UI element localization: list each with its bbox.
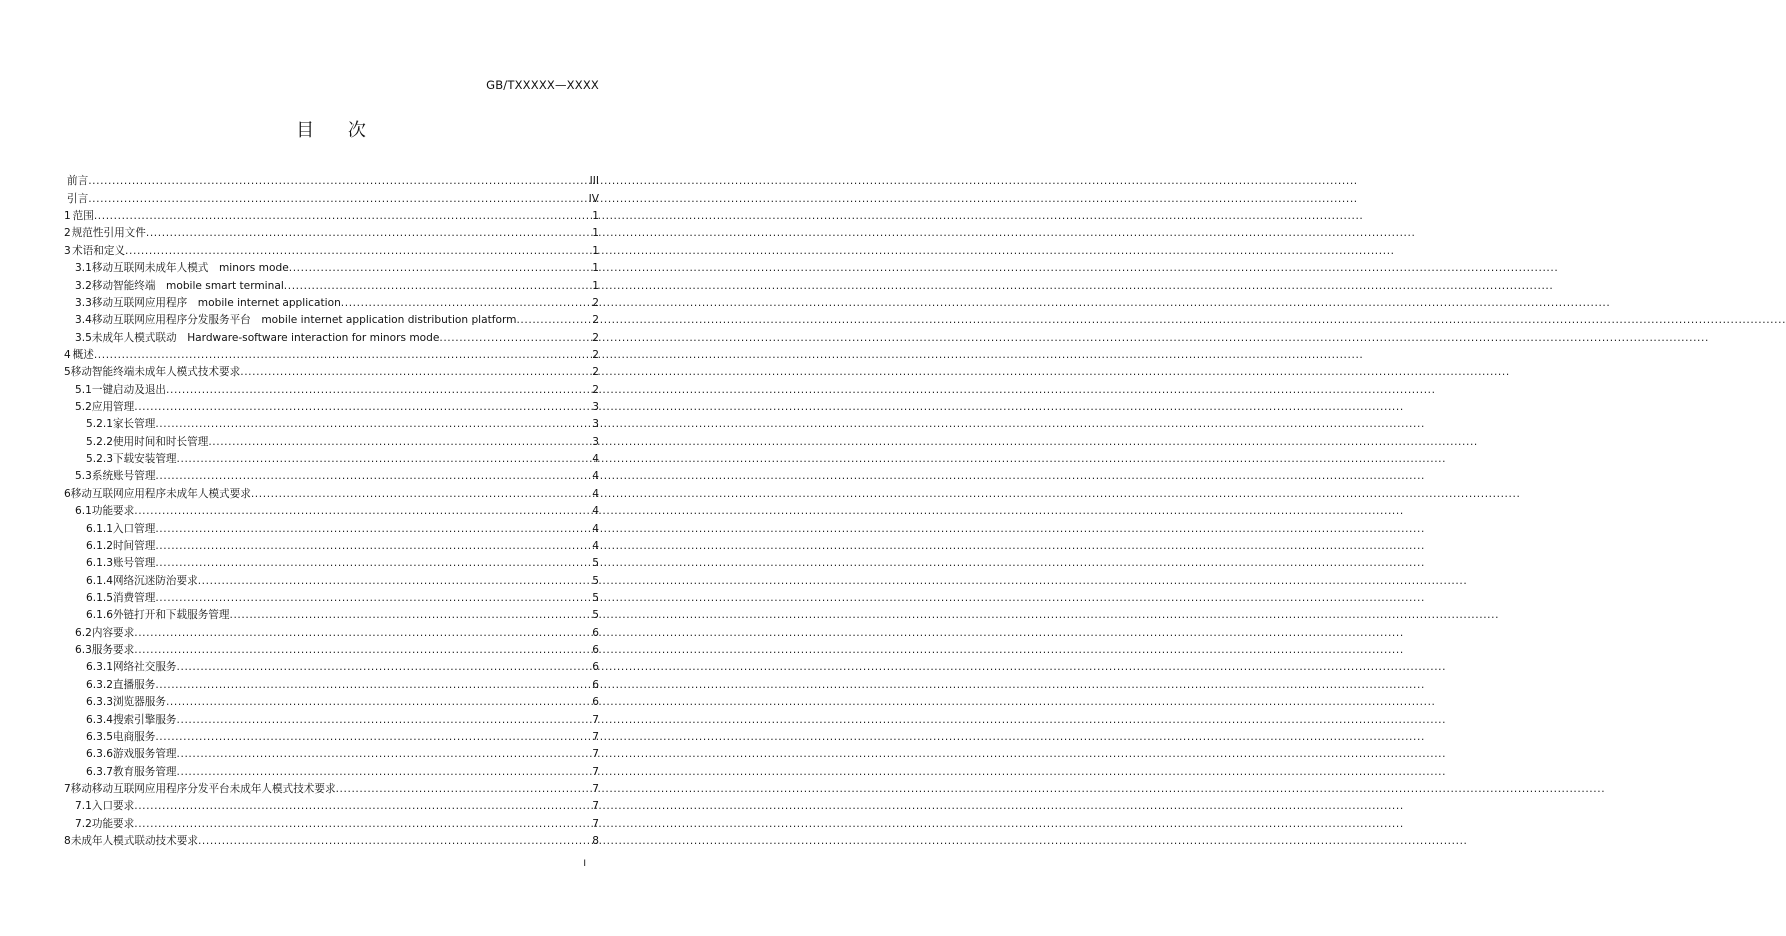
- toc-entry-number: 6.3.7: [86, 765, 113, 778]
- toc-entry[interactable]: [64, 483, 599, 500]
- toc-entry-page: 3: [592, 435, 599, 448]
- toc-entry[interactable]: [64, 223, 599, 240]
- toc-entry-label: 术语和定义: [72, 244, 126, 257]
- toc-entry-label: 功能要求: [91, 505, 135, 518]
- toc-entry[interactable]: [64, 657, 599, 674]
- toc-dot-leader: [134, 504, 591, 518]
- toc-dot-leader: [134, 643, 591, 657]
- toc-entry-number: 5.1: [75, 383, 92, 396]
- toc-dot-leader: [177, 713, 592, 727]
- toc-entry-page: 2: [592, 296, 599, 309]
- toc-entry[interactable]: [64, 449, 599, 466]
- toc-entry[interactable]: [64, 674, 599, 691]
- toc-entry-number: 6.3.4: [86, 713, 113, 726]
- toc-dot-leader: [177, 660, 592, 674]
- toc-entry-page: 5: [592, 609, 599, 622]
- toc-entry[interactable]: [64, 345, 599, 362]
- toc-entry-page: 2: [592, 366, 599, 379]
- toc-dot-leader: [198, 574, 592, 588]
- toc-entry[interactable]: [64, 310, 599, 327]
- toc-entry[interactable]: [64, 397, 599, 414]
- toc-entry-page: 7: [592, 765, 599, 778]
- toc-entry[interactable]: [64, 518, 599, 535]
- toc-dot-leader: [155, 591, 591, 605]
- toc-entry-number: 3: [64, 244, 71, 257]
- toc-entry-number: 6.3.5: [86, 730, 113, 743]
- toc-entry-page: 5: [592, 557, 599, 570]
- toc-entry-number: 6.3.3: [86, 696, 113, 709]
- toc-entry-label: 教育服务管理: [112, 765, 177, 778]
- toc-entry-page: 6: [592, 644, 599, 657]
- toc-entry-label: 移动互联网未成年人模式 minors mode: [91, 262, 289, 275]
- toc-entry[interactable]: [64, 727, 599, 744]
- toc-dot-leader: [166, 383, 591, 397]
- toc-entry[interactable]: [64, 570, 599, 587]
- toc-entry-number: 7.1: [75, 800, 92, 813]
- toc-entry[interactable]: [64, 796, 599, 813]
- toc-entry-number: 3.1: [75, 262, 92, 275]
- toc-entry-label: 功能要求: [91, 817, 135, 830]
- toc-entry-label: 内容要求: [91, 626, 135, 639]
- toc-entry-page: 7: [592, 817, 599, 830]
- toc-dot-leader: [88, 192, 587, 206]
- toc-dot-leader: [166, 695, 591, 709]
- toc-entry-page: 4: [592, 487, 599, 500]
- toc-dot-leader: [155, 539, 591, 553]
- toc-entry-page: 4: [592, 505, 599, 518]
- toc-dot-leader: [155, 417, 591, 431]
- page-number: I: [583, 859, 586, 869]
- toc-dot-leader: [155, 522, 591, 536]
- toc-dot-leader: [88, 174, 588, 188]
- toc-dot-leader: [336, 782, 592, 796]
- toc-entry-page: 5: [592, 574, 599, 587]
- toc-entry-page: 7: [592, 748, 599, 761]
- toc-entry-label: 未成年人模式联动技术要求: [70, 835, 198, 848]
- toc-entry-number: 7.2: [75, 817, 92, 830]
- toc-entry-page: 6: [592, 626, 599, 639]
- toc-entry-label: 下载安装管理: [112, 453, 177, 466]
- toc-entry-number: 5.3: [75, 470, 92, 483]
- toc-entry-label: 消费管理: [112, 591, 156, 604]
- toc-entry-page: 3: [592, 418, 599, 431]
- toc-entry-page: 8: [592, 835, 599, 848]
- toc-entry-number: 6: [64, 487, 71, 500]
- toc-dot-leader: [155, 556, 591, 570]
- toc-entry-label: 服务要求: [91, 644, 135, 657]
- toc-dot-leader: [134, 817, 591, 831]
- toc-dot-leader: [240, 365, 591, 379]
- toc-dot-leader: [177, 765, 592, 779]
- toc-dot-leader: [134, 799, 591, 813]
- toc-entry-label: 应用管理: [91, 401, 135, 414]
- toc-dot-leader: [155, 730, 591, 744]
- toc-entry-number: 6.1.2: [86, 539, 113, 552]
- toc-entry-label: 网络沉迷防治要求: [112, 574, 198, 587]
- toc-dot-leader: [251, 487, 591, 501]
- toc-entry[interactable]: [64, 536, 599, 553]
- toc-entry-page: III: [589, 175, 599, 188]
- toc-entry-number: 7: [64, 782, 71, 795]
- toc-entry-number: 6.3.6: [86, 748, 113, 761]
- toc-entry[interactable]: [64, 813, 599, 830]
- toc-entry[interactable]: [64, 692, 599, 709]
- toc-entry-number: 5.2: [75, 401, 92, 414]
- toc-dot-leader: [94, 348, 591, 362]
- toc-entry[interactable]: [64, 588, 599, 605]
- toc-entry-number: 6.3.1: [86, 661, 113, 674]
- toc-entry-page: 5: [592, 591, 599, 604]
- toc-entry[interactable]: [64, 466, 599, 483]
- toc-entry-label: 概述: [72, 348, 94, 361]
- toc-entry-page: 1: [592, 279, 599, 292]
- toc-entry-number: 6.1.5: [86, 591, 113, 604]
- toc-entry[interactable]: [64, 327, 599, 344]
- toc-entry[interactable]: [64, 431, 599, 448]
- toc-entry[interactable]: [64, 171, 599, 188]
- toc-entry-label: 入口管理: [112, 522, 156, 535]
- toc-entry[interactable]: [64, 362, 599, 379]
- toc-entry-label: 系统账号管理: [91, 470, 156, 483]
- toc-dot-leader: [177, 452, 592, 466]
- toc-entry[interactable]: [64, 622, 599, 639]
- toc-dot-leader: [155, 469, 591, 483]
- toc-entry-number: 6.1.6: [86, 609, 113, 622]
- toc-entry-label: 引言: [67, 192, 89, 205]
- toc-entry[interactable]: [64, 779, 599, 796]
- toc-entry[interactable]: [64, 831, 599, 848]
- toc-dot-leader: [134, 626, 591, 640]
- toc-entry-label: 账号管理: [112, 557, 156, 570]
- toc-entry-number: 6.1.1: [86, 522, 113, 535]
- toc-entry-number: 5: [64, 366, 71, 379]
- toc-entry-label: 移动移动互联网应用程序分发平台未成年人模式技术要求: [70, 782, 336, 795]
- toc-dot-leader: [134, 400, 591, 414]
- toc-dot-leader: [198, 834, 591, 848]
- toc-entry-label: 入口要求: [91, 800, 135, 813]
- toc-entry[interactable]: [64, 744, 599, 761]
- toc-dot-leader: [146, 226, 591, 240]
- toc-entry-label: 网络社交服务: [112, 661, 177, 674]
- toc-dot-leader: [341, 296, 591, 310]
- toc-entry[interactable]: [64, 414, 599, 431]
- toc-entry-number: 5.2.2: [86, 435, 113, 448]
- toc-entry-page: 1: [592, 262, 599, 275]
- toc-dot-leader: [125, 244, 591, 258]
- toc-entry-number: 6.1.4: [86, 574, 113, 587]
- toc-entry-number: 3.5: [75, 331, 92, 344]
- document-code: GB/TXXXXX—XXXX: [486, 78, 599, 92]
- toc-entry-page: 2: [592, 383, 599, 396]
- toc-entry-number: 5.2.3: [86, 453, 113, 466]
- toc-entry-label: 未成年人模式联动 Hardware-software interaction for minors mode: [91, 331, 440, 344]
- toc-entry-page: 6: [592, 678, 599, 691]
- toc-entry-page: 1: [592, 244, 599, 257]
- toc-entry-number: 3.3: [75, 296, 92, 309]
- toc-entry[interactable]: [64, 275, 599, 292]
- toc-entry-label: 电商服务: [112, 730, 156, 743]
- toc-entry-label: 移动智能终端 mobile smart terminal: [91, 279, 284, 292]
- toc-entry-number: 3.2: [75, 279, 92, 292]
- toc-dot-leader: [230, 608, 592, 622]
- toc-dot-leader: [155, 678, 591, 692]
- toc-entry-page: 2: [592, 348, 599, 361]
- toc-entry[interactable]: [64, 605, 599, 622]
- toc-entry-label: 移动互联网应用程序分发服务平台 mobile internet application distribution platform: [91, 314, 517, 327]
- toc-entry[interactable]: [64, 501, 599, 518]
- toc-entry-label: 家长管理: [112, 418, 156, 431]
- toc-entry[interactable]: [64, 761, 599, 778]
- toc-dot-leader: [208, 435, 591, 449]
- toc-entry[interactable]: [64, 293, 599, 310]
- toc-entry-page: 4: [592, 470, 599, 483]
- toc-entry-page: 7: [592, 730, 599, 743]
- toc-entry-page: 7: [592, 800, 599, 813]
- toc-entry-number: 4: [64, 348, 71, 361]
- toc-entry[interactable]: [64, 188, 599, 205]
- toc-entry-number: 6.1.3: [86, 557, 113, 570]
- toc-entry-label: 一键启动及退出: [91, 383, 167, 396]
- toc-entry[interactable]: [64, 206, 599, 223]
- toc-entry-label: 浏览器服务: [112, 696, 166, 709]
- toc-entry-number: 1: [64, 210, 71, 223]
- toc-dot-leader: [516, 313, 591, 327]
- toc-entry-number: 6.1: [75, 505, 92, 518]
- toc-entry-label: 外链打开和下载服务管理: [112, 609, 230, 622]
- page-title: 目 次: [296, 120, 380, 141]
- toc-entry-label: 范围: [72, 210, 94, 223]
- toc-dot-leader: [439, 331, 591, 345]
- toc-entry-page: 7: [592, 713, 599, 726]
- toc-entry-label: 移动互联网应用程序 mobile internet application: [91, 296, 341, 309]
- toc-entry-page: 7: [592, 782, 599, 795]
- toc-entry-label: 搜索引擎服务: [112, 713, 177, 726]
- toc-entry-page: 4: [592, 539, 599, 552]
- toc-dot-leader: [284, 279, 591, 293]
- toc-dot-leader: [289, 261, 592, 275]
- toc-entry-page: 1: [592, 210, 599, 223]
- toc-entry-number: 3.4: [75, 314, 92, 327]
- toc-entry-page: 4: [592, 522, 599, 535]
- toc-entry-label: 使用时间和时长管理: [112, 435, 209, 448]
- toc-entry-page: 4: [592, 453, 599, 466]
- toc-entry-page: 2: [592, 331, 599, 344]
- toc-entry[interactable]: [64, 709, 599, 726]
- toc-entry-label: 直播服务: [112, 678, 156, 691]
- toc-entry-page: 6: [592, 661, 599, 674]
- toc-entry[interactable]: [64, 258, 599, 275]
- toc-entry[interactable]: [64, 240, 599, 257]
- toc-entry-number: 8: [64, 835, 71, 848]
- toc-entry-label: 时间管理: [112, 539, 156, 552]
- toc-entry-label: 移动智能终端未成年人模式技术要求: [70, 366, 241, 379]
- toc-entry-page: 6: [592, 696, 599, 709]
- toc-entry-number: 6.2: [75, 626, 92, 639]
- toc-entry-number: 5.2.1: [86, 418, 113, 431]
- toc-entry[interactable]: [64, 379, 599, 396]
- toc-entry[interactable]: [64, 640, 599, 657]
- toc-entry[interactable]: [64, 553, 599, 570]
- table-of-contents: [64, 171, 599, 848]
- toc-entry-label: 移动互联网应用程序未成年人模式要求: [70, 487, 251, 500]
- toc-entry-number: 2: [64, 227, 71, 240]
- toc-entry-label: 前言: [67, 175, 89, 188]
- toc-entry-label: 规范性引用文件: [71, 227, 146, 240]
- toc-entry-page: 3: [592, 401, 599, 414]
- toc-entry-page: IV: [588, 192, 599, 205]
- toc-entry-page: 2: [592, 314, 599, 327]
- toc-entry-number: 6.3.2: [86, 678, 113, 691]
- toc-dot-leader: [177, 747, 592, 761]
- toc-entry-number: 6.3: [75, 644, 92, 657]
- toc-dot-leader: [94, 209, 591, 223]
- toc-entry-page: 1: [592, 227, 599, 240]
- toc-entry-label: 游戏服务管理: [112, 748, 177, 761]
